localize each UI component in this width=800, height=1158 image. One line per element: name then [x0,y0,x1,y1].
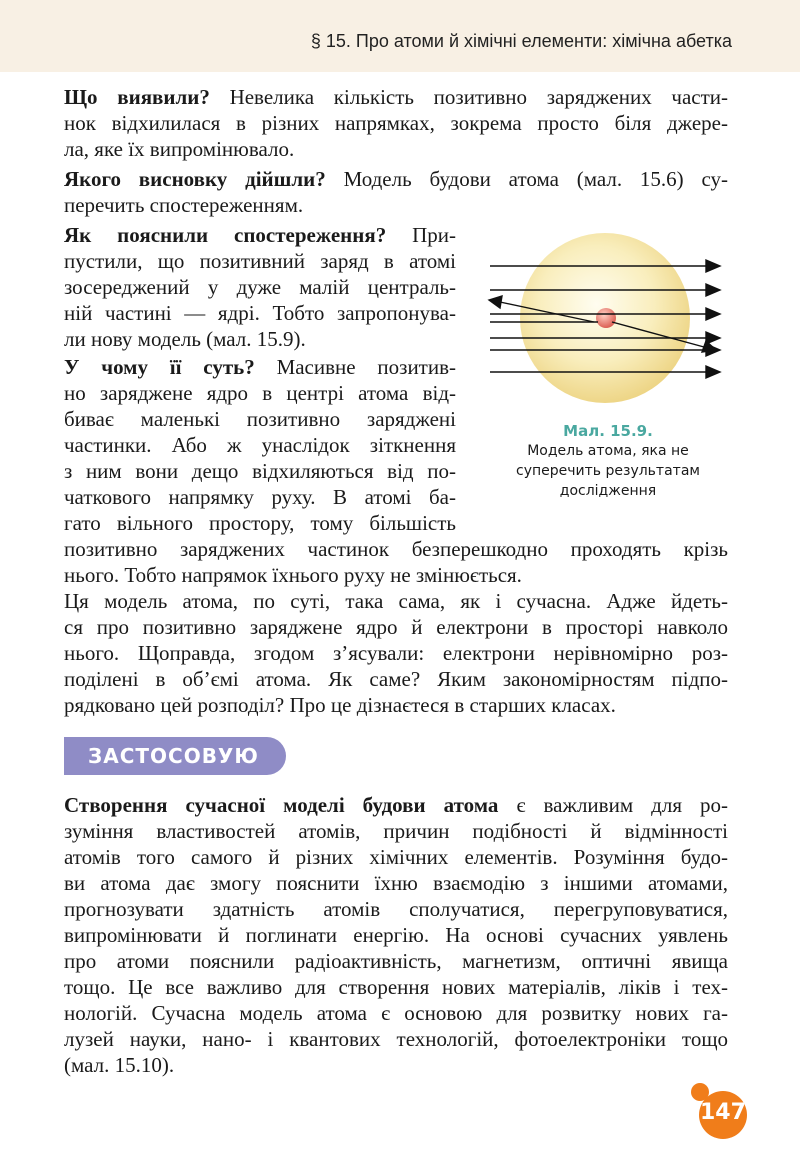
text-line: ла, яке їх випромінювало. [64,137,295,161]
text-line: про атоми пояснили радіоактивність, магнетизм, оптичні явища [64,949,728,973]
text-line: зосереджений у дуже малій централь- [64,275,456,299]
caption-line: дослідження [559,483,657,499]
text-line: нок відхилилася в різних напрямках, зокрема просто біля джере- [64,111,728,135]
lead-conclusion: Якого висновку дійшли? [64,167,326,191]
text-line: перечить спостереженням. [64,193,304,217]
caption-line: суперечить результатам [516,463,700,479]
text-line: зуміння властивостей атомів, причин подібності й відмінності [64,819,728,843]
text-line: Ця модель атома, по суті, така сама, як і сучасна. Адже йдеть- [64,589,728,613]
paragraph-what-found [64,84,728,162]
lead-what-found: Що виявили? [64,85,210,109]
paragraph-conclusion [64,166,728,218]
text-line: гато вільного простору, тому більшість [64,511,456,535]
text-line: частинки. Або ж унаслідок зіткнення [64,433,456,457]
text-line: з ним вони дещо відхиляються від по- [64,459,456,483]
atom-model-figure [484,226,734,416]
lead-essence: У чому її суть? [64,355,255,379]
text-line: є важливим для ро- [498,793,728,817]
figure-number: Мал. 15.9. [563,422,653,440]
text-line: чаткового напрямку руху. В атомі ба- [64,485,456,509]
text-line: тощо. Це все важливо для створення нових матеріалів, ліків і тех- [64,975,728,999]
text-line: випромінювати й поглинати енергію. На основі сучасних уявлень [64,923,728,947]
text-line: но заряджене ядро в центрі атома від- [64,381,456,405]
text-line: позитивно заряджених частинок безперешкодно проходять крізь [64,537,728,561]
caption-line: Модель атома, яка не [527,443,689,459]
text-line: ви атома дає змогу пояснити їхню взаємодію з іншими атомами, [64,871,728,895]
text-line: биває маленькі позитивно заряджені [64,407,456,431]
paragraph-explanation [64,222,456,352]
text-line: При- [386,223,457,247]
nucleus [596,308,616,328]
text-line: поділені в об’ємі атома. Як саме? Яким закономірностям підпо- [64,667,728,691]
section-title: § 15. Про атоми й хімічні елементи: хімічна абетка [310,31,732,51]
page-header [0,0,800,72]
lead-application: Створення сучасної моделі будови атома [64,793,499,817]
text-line: лузей науки, нано- і квантових технологій, фотоелектроніки тощо [64,1027,728,1051]
text-line: нологій. Сучасна модель атома є основою для розвитку нових га- [64,1001,728,1025]
text-line: ли нову модель (мал. 15.9). [64,327,306,351]
paragraph-modern-model [64,588,728,718]
paragraph-application [64,792,728,1078]
section-heading: ЗАСТОСОВУЮ [88,744,259,768]
text-line: прогнозувати здатність атомів сполучатися, перегруповуватися, [64,897,728,921]
text-line: нього. Тобто напрямок їхнього руху не змінюється. [64,563,522,587]
text-line: Модель будови атома (мал. 15.6) су- [325,167,728,191]
text-line: Невелика кількість позитивно заряджених части- [209,85,728,109]
text-line: ся про позитивно заряджене ядро й електрони в просторі навколо [64,615,728,639]
text-line: Масивне позитив- [254,355,457,379]
text-line: нього. Щоправда, згодом з’ясували: електрони нерівномірно роз- [64,641,728,665]
text-line: пустили, що позитивний заряд в атомі [64,249,456,273]
lead-explanation: Як пояснили спостереження? [64,223,387,247]
page-number: 147 [700,1100,746,1125]
figure-caption [486,421,730,501]
text-line: ній частині — ядрі. Тобто запропонува- [64,301,456,325]
text-line: атомів того самого й різних хімічних елементів. Розуміння будо- [64,845,728,869]
text-line: (мал. 15.10). [64,1053,175,1077]
text-line: рядковано цей розподіл? Про це дізнаєтеся в старших класах. [64,693,616,717]
